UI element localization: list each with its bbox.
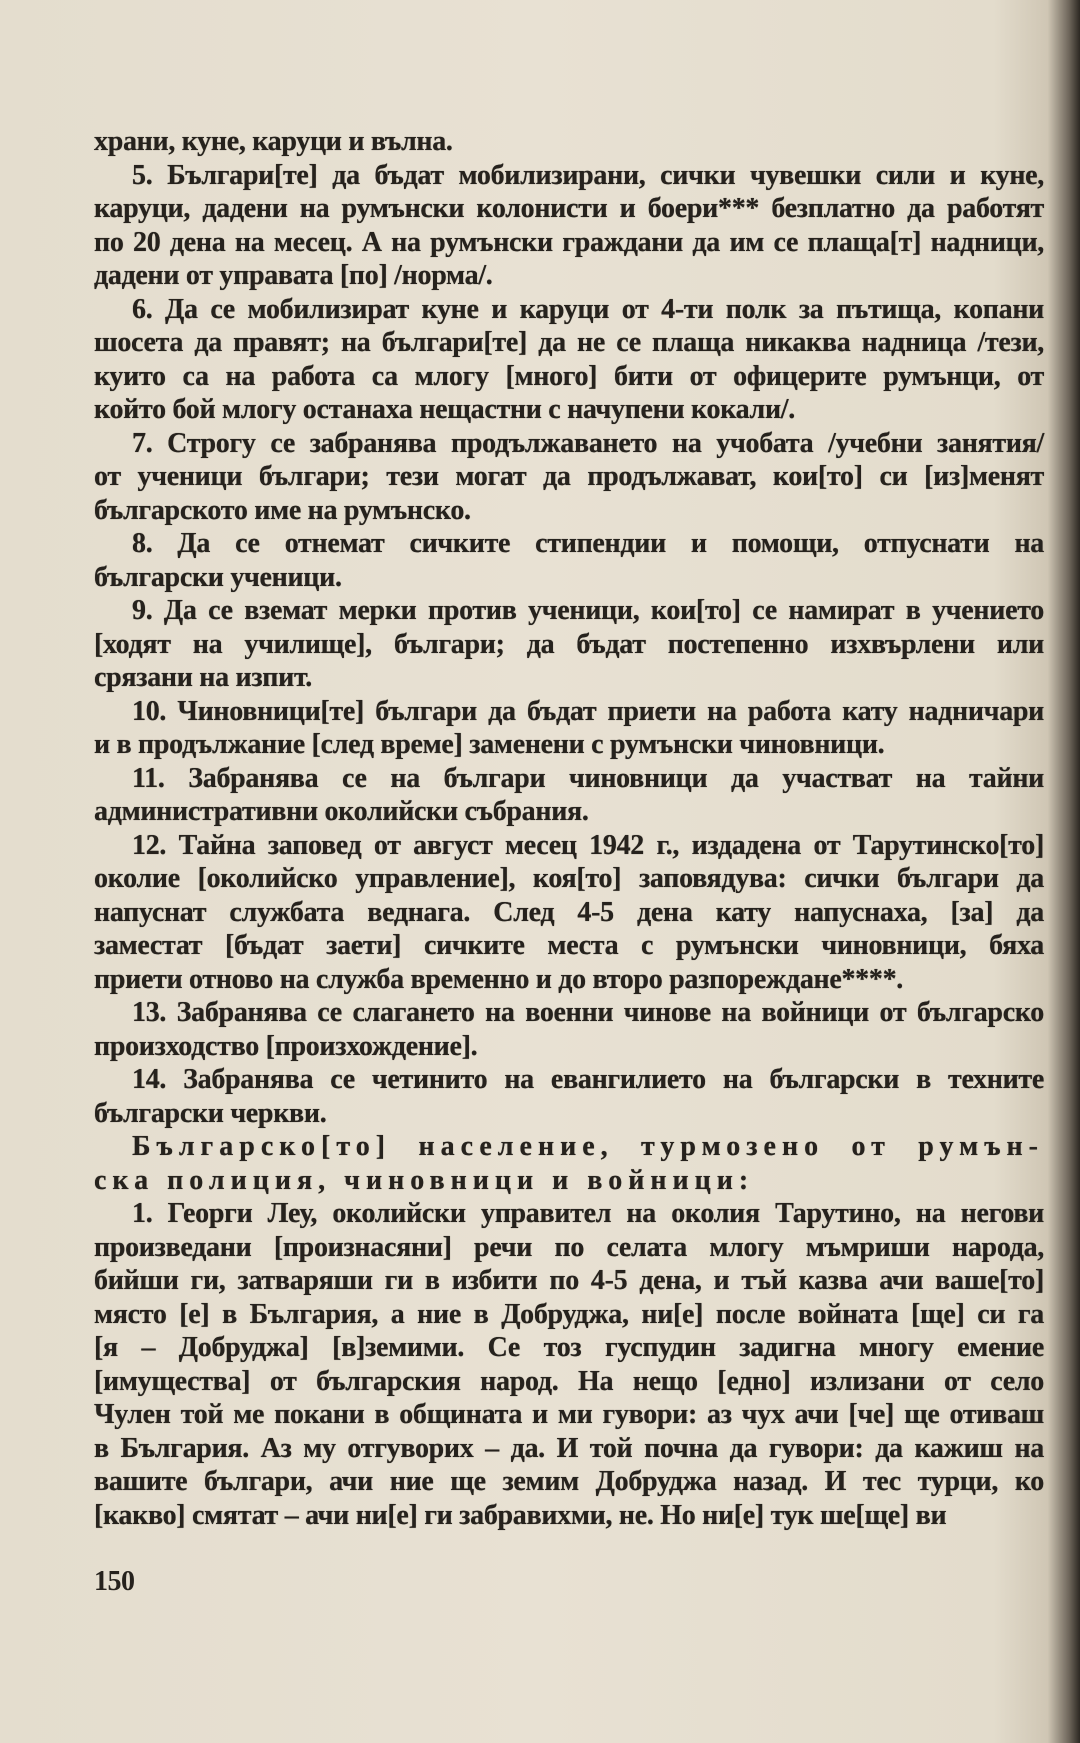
text-line: 5. Българи[те] да бъдат мобилизирани, сички чувешки сили и куне, bbox=[132, 159, 1044, 191]
paragraph bbox=[94, 427, 1044, 528]
text-line: 13. Забранява се слагането на военни чинове на войници от българско bbox=[132, 997, 1044, 1028]
paragraph bbox=[94, 762, 1044, 829]
text-line: заместат [бъдат заети] сичките места с румънски чиновници, бяха bbox=[94, 930, 1044, 961]
text-line: в България. Аз му отгуворих – да. И той почна да гувори: да кажиш на bbox=[94, 1432, 1044, 1464]
text-line: и в продължание [след време] заменени с румънски чиновници. bbox=[94, 729, 885, 760]
text-line: 14. Забранява се четинито на евангилието на български в техните bbox=[132, 1064, 1044, 1095]
text-line: [я – Добруджа] [в]земими. Се тоз гуспудин задигна многу емение bbox=[94, 1332, 1044, 1363]
paragraph bbox=[94, 1197, 1044, 1532]
text-line: срязани на изпит. bbox=[94, 662, 312, 693]
text-line: напуснат службата веднага. След 4-5 дена кату напуснаха, [за] да bbox=[94, 896, 1044, 928]
paragraph bbox=[94, 594, 1044, 695]
text-line: 11. Забранява се на българи чиновници да участват на тайни bbox=[132, 762, 1044, 794]
text-line: български черкви. bbox=[94, 1097, 327, 1129]
text-line: българското име на румънско. bbox=[94, 494, 471, 526]
text-line: шосета да правят; на българи[те] да не се плаща никаква надница /тези, bbox=[94, 327, 1044, 358]
paragraph bbox=[94, 527, 1044, 594]
paragraph bbox=[94, 695, 1044, 762]
paragraph bbox=[94, 125, 1044, 159]
text-line: място [е] в България, а ние в Добруджа, ни[е] после войната [ще] си га bbox=[94, 1298, 1044, 1330]
text-line: Чулен той ме покани в общината и ми гувори: аз чух ачи [че] ще отиваш bbox=[94, 1399, 1044, 1430]
page-body bbox=[94, 125, 1044, 1532]
paragraph bbox=[94, 1063, 1044, 1130]
paragraph bbox=[94, 159, 1044, 293]
text-line: дадени от управата [по] /норма/. bbox=[94, 260, 493, 291]
text-line: по 20 дена на месец. А на румънски граждани да им се плаща[т] надници, bbox=[94, 226, 1044, 258]
text-line: който бой млогу останаха нещастни с начупени кокали/. bbox=[94, 394, 795, 425]
section-heading bbox=[94, 1130, 1044, 1197]
text-line: ска полиция, чиновници и войници: bbox=[94, 1164, 755, 1196]
text-line: Българско[то] население, турмозено от румън- bbox=[132, 1131, 1044, 1162]
text-line: бийши ги, затваряши ги в избити по 4-5 дена, и тъй казва ачи ваше[то] bbox=[94, 1265, 1044, 1296]
paragraph bbox=[94, 293, 1044, 427]
text-line: 1. Георги Леу, околийски управител на околия Тарутино, на негови bbox=[132, 1198, 1044, 1229]
text-line: административни околийски събрания. bbox=[94, 796, 589, 827]
text-line: български ученици. bbox=[94, 561, 342, 593]
text-line: произведани [произнасяни] речи по селата млогу мъмриши народа, bbox=[94, 1231, 1044, 1263]
paragraph bbox=[94, 829, 1044, 997]
text-line: произходство [произхождение]. bbox=[94, 1030, 478, 1062]
text-line: 8. Да се отнемат сичките стипендии и помощи, отпуснати на bbox=[132, 528, 1044, 559]
text-line: 9. Да се вземат мерки против ученици, кои[то] се намират в учението bbox=[132, 595, 1044, 626]
text-line: 6. Да се мобилизират куне и каруци от 4-ти полк за пътища, копани bbox=[132, 293, 1044, 325]
text-line: околие [околийско управление], коя[то] заповядува: сички българи да bbox=[94, 863, 1044, 894]
text-line: куито са на работа са млогу [много] бити от офицерите румънци, от bbox=[94, 360, 1044, 392]
text-line: [имущества] от българския народ. На нещо [едно] излизани от село bbox=[94, 1365, 1044, 1397]
text-line: от ученици българи; тези могат да продължават, кои[то] си [из]менят bbox=[94, 461, 1044, 492]
paragraph bbox=[94, 996, 1044, 1063]
text-line: вашите българи, ачи ние ще земим Добруджа назад. И тес турци, ко bbox=[94, 1466, 1044, 1497]
text-line: приети отново на служба временно и до второ разпореждане****. bbox=[94, 963, 903, 995]
text-line: храни, куне, каруци и вълна. bbox=[94, 126, 453, 157]
text-line: [какво] смятат – ачи ни[е] ги забравихми, не. Но ни[е] тук ше[ще] ви bbox=[94, 1499, 947, 1531]
text-line: [ходят на училище], българи; да бъдат постепенно изхвърлени или bbox=[94, 628, 1044, 660]
text-line: каруци, дадени на румънски колонисти и боери*** безплатно да работят bbox=[94, 193, 1044, 224]
text-line: 10. Чиновници[те] българи да бъдат приети на работа кату надничари bbox=[132, 695, 1044, 727]
text-line: 12. Тайна заповед от август месец 1942 г., издадена от Тарутинско[то] bbox=[132, 829, 1044, 861]
text-line: 7. Строгу се забранява продължаването на учобата /учебни занятия/ bbox=[132, 427, 1044, 459]
page-number: 150 bbox=[94, 1566, 135, 1597]
